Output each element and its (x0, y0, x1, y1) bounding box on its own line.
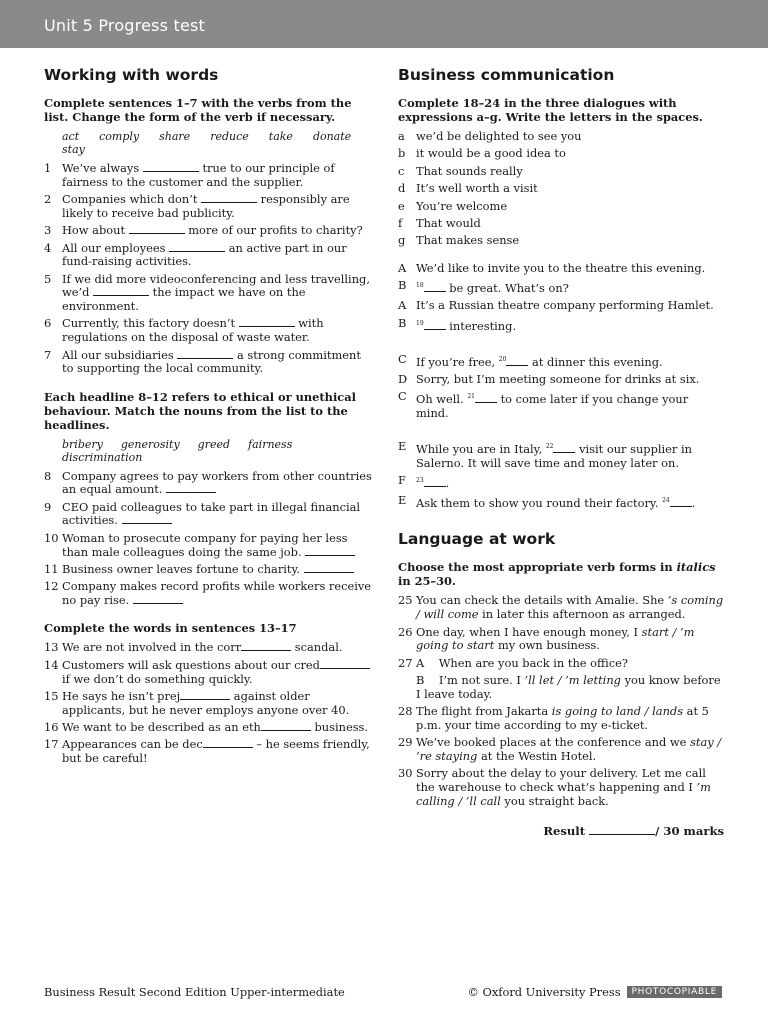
answer-blank[interactable] (320, 659, 370, 669)
result-line (398, 824, 724, 838)
option-letter: b (398, 146, 406, 161)
question-text: against older applicants, but he never employs anyone over 40. (62, 688, 350, 717)
question-item (398, 736, 724, 763)
question-text: We want to be described as an eth (62, 720, 261, 734)
question-text: He says he isn’t prej (62, 688, 181, 703)
speaker-label: C (398, 389, 407, 404)
question-number: 8 (44, 468, 52, 483)
question-text: We’ve booked places at the conference and we (416, 735, 691, 750)
dialogue-text: . (445, 475, 450, 490)
result-blank[interactable] (589, 825, 655, 835)
option-letter: d (398, 181, 406, 196)
question-text: at the Westin Hotel. (477, 748, 597, 763)
question-text: Woman to prosecute company for paying her less than male colleagues doing the same job. (62, 530, 348, 559)
question-number: 7 (44, 347, 52, 362)
noun-word: generosity (120, 437, 180, 451)
question-text: at 5 p.m. your time according to my e-ticket. (416, 704, 709, 732)
expression-option (398, 165, 724, 179)
question-item (44, 580, 374, 607)
question-text: Company makes record profits while workers receive no pay rise. (62, 579, 372, 608)
dialogue-text: be great. What’s on? (445, 280, 569, 295)
verb-choice[interactable]: start / ’m going to start (416, 624, 695, 653)
right-column (398, 66, 724, 838)
answer-blank[interactable] (670, 497, 692, 507)
photocopiable-badge: PHOTOCOPIABLE (627, 986, 722, 998)
result-marks: / 30 marks (655, 824, 724, 839)
question-item (44, 532, 374, 559)
dialogue-line (398, 474, 724, 490)
verb-choice[interactable]: ’m calling / ’ll call (416, 779, 711, 808)
question-number: 9 (44, 499, 52, 514)
question-text: my own business. (494, 638, 600, 653)
question-text: you know before I leave today. (416, 672, 725, 701)
instructions-25-30 (398, 560, 724, 588)
footer-publisher (467, 985, 722, 999)
question-text: We’ve always (62, 161, 143, 175)
question-text: You can check the details with Amalie. She (416, 593, 668, 608)
verb-choice[interactable]: ’s coming / will come (416, 593, 724, 622)
question-number: 16 (44, 720, 59, 734)
speaker-label: B (398, 278, 407, 293)
instructions-13-17: Complete the words in sentences 13–17 (44, 621, 297, 636)
answer-blank[interactable] (553, 443, 575, 453)
question-text: Companies which don’t (62, 192, 202, 207)
question-item (44, 349, 374, 376)
question-item (398, 767, 724, 808)
dialogue-text: While you are in Italy, (416, 442, 546, 457)
question-text: All our employees (62, 240, 170, 255)
question-number: 1 (44, 161, 52, 175)
answer-blank[interactable] (305, 546, 355, 556)
verb-list (44, 130, 374, 156)
dialogue-line (398, 353, 724, 369)
question-number: 4 (44, 240, 52, 255)
dialogue-text: interesting. (445, 318, 517, 333)
answer-blank[interactable] (424, 282, 446, 292)
question-text: – he seems friendly, but be careful! (62, 737, 370, 766)
question-text: If we did more videoconferencing and less travelling, we’d (62, 271, 370, 300)
option-letter: a (398, 129, 405, 143)
speaker-label: A (398, 260, 407, 275)
question-item (44, 162, 374, 189)
question-number: 19 (416, 319, 424, 327)
question-text: One day, when I have enough money, I (416, 624, 642, 639)
option-letter: e (398, 198, 405, 213)
speaker-label: A (398, 298, 407, 313)
instructions-8-12: Each headline 8–12 refers to ethical or unethical behaviour. Match the nouns from the list to the headlines. (44, 389, 356, 432)
left-column (44, 66, 374, 769)
question-number: 14 (44, 657, 59, 672)
speaker-label: F (398, 473, 406, 488)
instruction-text: in 25–30. (398, 574, 456, 589)
verb-word: share (159, 130, 191, 143)
copyright-text: © Oxford University Press (467, 985, 621, 999)
verb-word: comply (99, 130, 140, 143)
question-number: 24 (662, 497, 670, 505)
question-item (44, 659, 374, 686)
question-text: Currently, this factory doesn’t (62, 316, 239, 331)
option-text: That makes sense (416, 233, 520, 248)
question-item (44, 501, 374, 528)
question-item (398, 705, 724, 732)
answer-blank[interactable] (424, 320, 446, 330)
question-number: 25 (398, 593, 413, 608)
speaker-label: E (398, 493, 407, 508)
question-text: if we don’t do something quickly. (62, 671, 253, 686)
option-text: That sounds really (416, 163, 523, 178)
question-number: 23 (416, 477, 424, 485)
speaker-label: E (398, 439, 407, 454)
question-text: the impact we have on the environment. (62, 285, 306, 314)
question-number: 21 (467, 393, 475, 401)
dialogue-text: at dinner this evening. (528, 354, 663, 369)
noun-word: bribery (62, 437, 103, 451)
question-number: 26 (398, 624, 413, 639)
option-text: we’d be delighted to see you (416, 129, 582, 143)
section-title-business-communication: Business communication (398, 66, 615, 84)
question-text: Business owner leaves fortune to charity. (62, 561, 304, 576)
result-label: Result (543, 824, 586, 839)
question-number: 2 (44, 192, 52, 207)
verb-choice[interactable]: is going to land / lands (551, 704, 684, 719)
question-text: The flight from Jakarta (416, 704, 552, 719)
dialogue-text: Ask them to show you round their factory. (416, 496, 663, 511)
dialogue-line (398, 299, 724, 313)
answer-blank[interactable] (177, 349, 233, 359)
dialogue-line (398, 494, 724, 510)
dialogue-text: Oh well. (416, 392, 468, 407)
question-number: 28 (398, 704, 413, 719)
question-item (44, 641, 374, 655)
question-item (398, 657, 724, 671)
question-text: more of our profits to charity? (184, 223, 363, 238)
speaker-label: C (398, 351, 407, 366)
section-title-working-with-words: Working with words (44, 66, 219, 84)
dialogue-line (398, 262, 724, 276)
question-text: in later this afternoon as arranged. (478, 607, 686, 622)
expression-option (398, 234, 724, 248)
answer-blank[interactable] (475, 393, 497, 403)
question-item (398, 626, 724, 653)
question-number: 5 (44, 271, 52, 286)
answer-blank[interactable] (201, 193, 257, 203)
question-text: with regulations on the disposal of waste water. (62, 316, 324, 345)
question-text: Appearances can be dec (62, 737, 203, 752)
section-title-language-at-work: Language at work (398, 530, 556, 549)
question-item (398, 674, 724, 701)
question-text: business. (310, 720, 369, 734)
question-text: Sorry about the delay to your delivery. Let me call the warehouse to check what’s happening and I (416, 766, 706, 794)
page-title: Unit 5 Progress test (44, 16, 206, 35)
question-text: Customers will ask questions about our cred (62, 657, 320, 672)
question-text: a strong commitment to supporting the local community. (62, 347, 361, 376)
question-item (44, 738, 374, 765)
dialogue-text: visit our supplier in Salerno. It will save time and money later on. (416, 442, 692, 470)
verb-choice[interactable]: stay / ’re staying (416, 735, 722, 763)
question-text: A When are you back in the office? (416, 655, 628, 670)
question-item (44, 224, 374, 238)
question-number: 29 (398, 735, 413, 750)
answer-blank[interactable] (304, 563, 354, 573)
answer-blank[interactable] (424, 477, 446, 487)
answer-blank[interactable] (133, 594, 183, 604)
speaker-label: D (398, 372, 408, 387)
expression-option (398, 200, 724, 214)
question-text: CEO paid colleagues to take part in illegal financial activities. (62, 499, 361, 528)
answer-blank[interactable] (241, 641, 291, 651)
dialogue-text: . (691, 496, 696, 511)
verb-word: act (62, 130, 80, 143)
expression-option (398, 217, 724, 231)
footer-book-title: Business Result Second Edition Upper-intermediate (44, 985, 345, 999)
answer-blank[interactable] (239, 317, 295, 327)
question-number (398, 674, 416, 701)
speaker-label: B (398, 315, 407, 330)
question-number: 3 (44, 223, 52, 238)
dialogue-text: If you’re free, (416, 354, 499, 369)
question-text: We are not involved in the corr (62, 640, 242, 655)
question-text: scandal. (291, 640, 343, 655)
answer-blank[interactable] (261, 721, 311, 731)
dialogue-line (398, 440, 724, 470)
verb-word: take (268, 130, 293, 143)
question-text: an active part in our fund-raising activities. (62, 240, 347, 269)
dialogue-text: Sorry, but I’m meeting someone for drinks at six. (416, 372, 700, 387)
answer-blank[interactable] (129, 224, 185, 234)
question-number: 27 (398, 655, 413, 670)
question-item (398, 594, 724, 621)
noun-word: discrimination (62, 450, 143, 464)
verb-word: stay (62, 143, 85, 156)
question-item (44, 470, 374, 497)
question-number: 18 (416, 282, 424, 290)
question-number: 30 (398, 766, 413, 781)
noun-list (44, 438, 374, 464)
instruction-text: Choose the most appropriate verb forms in (398, 560, 677, 575)
question-text: responsibly are likely to receive bad publicity. (62, 192, 350, 220)
question-text: B I’m not sure. I (416, 672, 525, 687)
verb-word: reduce (210, 130, 249, 143)
answer-blank[interactable] (93, 286, 149, 296)
answer-blank[interactable] (122, 514, 172, 524)
instructions-18-24: Complete 18–24 in the three dialogues with expressions a–g. Write the letters in the spaces. (398, 96, 703, 124)
question-number: 12 (44, 579, 59, 594)
question-item (44, 721, 374, 735)
question-item (44, 317, 374, 344)
dialogue-line (398, 373, 724, 387)
question-number: 15 (44, 688, 59, 703)
question-number: 22 (545, 443, 554, 451)
answer-blank[interactable] (180, 690, 230, 700)
question-item (44, 563, 374, 577)
noun-word: greed (197, 437, 231, 451)
option-text: That would (416, 215, 481, 230)
question-number: 17 (44, 737, 59, 752)
question-number: 6 (44, 316, 52, 331)
question-text: How about (62, 223, 129, 238)
dialogue-line (398, 279, 724, 295)
verb-choice[interactable]: ’ll let / ’m letting (524, 672, 621, 687)
answer-blank[interactable] (203, 738, 253, 748)
dialogue-text: We’d like to invite you to the theatre this evening. (416, 260, 706, 275)
question-number: 13 (44, 640, 59, 655)
header-bar (0, 0, 768, 48)
question-number: 11 (44, 561, 59, 576)
option-text: It’s well worth a visit (416, 181, 538, 196)
expression-option (398, 182, 724, 196)
question-text: true to our principle of fairness to the customer and the supplier. (62, 161, 335, 189)
answer-blank[interactable] (166, 483, 216, 493)
question-item (44, 273, 374, 314)
question-item (44, 690, 374, 717)
option-letter: f (398, 215, 403, 230)
instruction-italic: italics (676, 560, 716, 575)
question-number: 20 (498, 355, 507, 363)
question-text: All our subsidiaries (62, 347, 178, 362)
option-text: it would be a good idea to (416, 146, 566, 161)
question-text: you straight back. (500, 793, 609, 808)
question-item (44, 242, 374, 269)
answer-blank[interactable] (169, 242, 225, 252)
expression-option (398, 130, 724, 144)
option-letter: g (398, 233, 406, 248)
dialogue-text: to come later if you change your mind. (416, 392, 689, 420)
answer-blank[interactable] (143, 162, 199, 172)
question-item (44, 193, 374, 220)
dialogue-line (398, 317, 724, 333)
option-text: You’re welcome (416, 198, 508, 213)
question-number: 10 (44, 530, 59, 545)
instructions-1-7: Complete sentences 1–7 with the verbs from the list. Change the form of the verb if necessary. (44, 96, 352, 124)
option-letter: c (398, 163, 405, 178)
expression-option (398, 147, 724, 161)
noun-word: fairness (248, 437, 293, 451)
dialogue-text: It’s a Russian theatre company performing Hamlet. (416, 298, 714, 313)
answer-blank[interactable] (506, 356, 528, 366)
dialogue-line (398, 390, 724, 420)
verb-word: donate (312, 130, 352, 143)
question-text: Company agrees to pay workers from other countries an equal amount. (62, 468, 372, 497)
